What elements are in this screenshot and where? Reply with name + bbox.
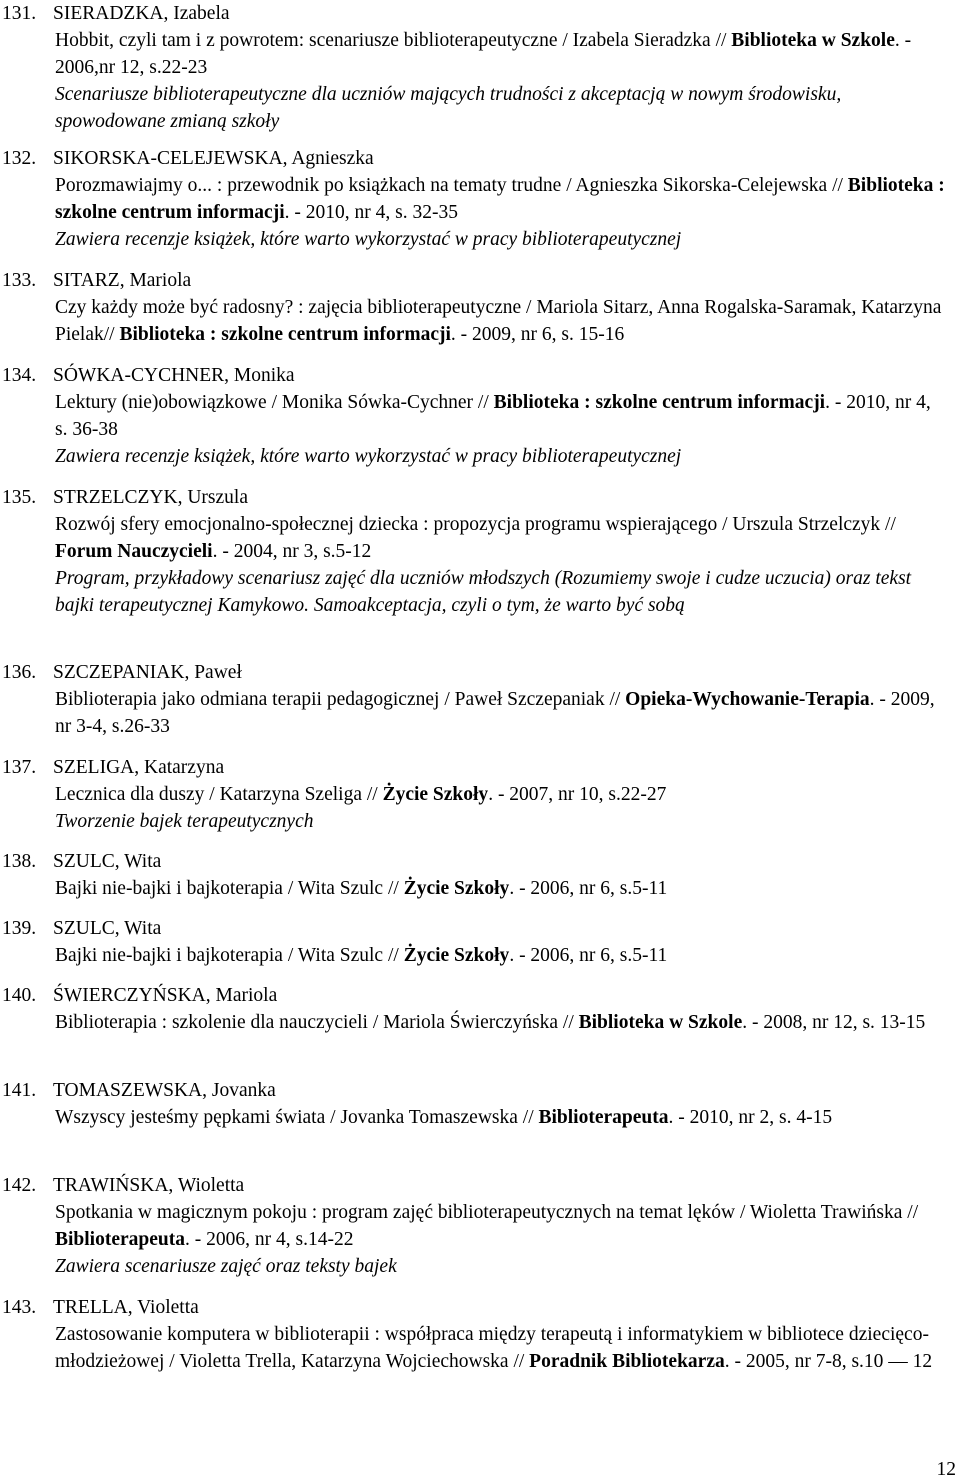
journal-title: Życie Szkoły xyxy=(403,945,510,966)
entry-citation xyxy=(55,389,948,443)
entry-number: 133. xyxy=(2,270,37,291)
entry-note: Program, przykładowy scenariusz zajęć dla uczniów młodszych (Rozumiemy swoje i cudze uczucia) oraz tekst bajki terapeutycznej Kamykowo. Samoakceptacja, czyli o tym, że warto być sobą xyxy=(55,568,912,616)
entry-citation xyxy=(55,942,948,969)
entry-citation xyxy=(55,686,948,740)
entry-note: Zawiera recenzje książek, które warto wykorzystać w pracy biblioterapeutycznej xyxy=(55,229,682,250)
bibliography-entry xyxy=(0,1077,960,1131)
bibliography-entry xyxy=(0,754,960,835)
citation-text: Porozmawiajmy o... : przewodnik po książkach na tematy trudne / Agnieszka Sikorska-Celejewska // xyxy=(55,175,848,196)
citation-text: . - 2005, nr 7-8, s.10 — 12 xyxy=(724,1351,933,1372)
entry-citation xyxy=(55,1009,948,1036)
journal-title: Życie Szkoły xyxy=(403,878,510,899)
journal-title: Biblioteka : szkolne centrum informacji xyxy=(493,392,826,413)
citation-text: Lecznica dla duszy / Katarzyna Szeliga // xyxy=(55,784,383,805)
citation-text: . - 2008, nr 12, s. 13-15 xyxy=(742,1012,926,1033)
entry-author: TRELLA, Violetta xyxy=(53,1297,199,1318)
entry-citation xyxy=(55,27,948,81)
entry-citation xyxy=(55,875,948,902)
entry-note: Tworzenie bajek terapeutycznych xyxy=(55,811,314,832)
journal-title: Biblioterapeuta xyxy=(55,1229,185,1250)
bibliography-entry xyxy=(0,267,960,348)
citation-text: Spotkania w magicznym pokoju : program zajęć biblioterapeutycznych na temat lęków / Wioletta Trawińska // xyxy=(55,1202,919,1223)
journal-title: Opieka-Wychowanie-Terapia xyxy=(625,689,870,710)
bibliography-entry xyxy=(0,982,960,1036)
entry-citation xyxy=(55,294,948,348)
journal-title: Biblioteka w Szkole xyxy=(578,1012,743,1033)
citation-text: Zastosowanie komputera w biblioterapii : współpraca między terapeutą i informatykiem w bibliotece dziecięco-młodzieżowej / Violetta Trella, Katarzyna Wojciechowska // xyxy=(55,1324,929,1372)
entry-author: ŚWIERCZYŃSKA, Mariola xyxy=(53,985,278,1006)
citation-text: . - 2010, nr 4, s. 32-35 xyxy=(284,202,458,223)
journal-title: Życie Szkoły xyxy=(382,784,489,805)
entry-author: SIKORSKA-CELEJEWSKA, Agnieszka xyxy=(53,148,374,169)
bibliography-entry xyxy=(0,145,960,253)
entry-citation xyxy=(55,1199,948,1253)
citation-text: . - 2006, nr 4, s.14-22 xyxy=(185,1229,354,1250)
entry-number: 132. xyxy=(2,148,37,169)
entry-author: SZULC, Wita xyxy=(53,851,162,872)
citation-text: . - 2006,nr 12, s.22-23 xyxy=(55,30,912,78)
page-number: 12 xyxy=(936,1459,956,1480)
entry-number: 136. xyxy=(2,662,37,683)
journal-title: Poradnik Bibliotekarza xyxy=(529,1351,725,1372)
entry-number: 137. xyxy=(2,757,37,778)
entry-number: 138. xyxy=(2,851,37,872)
citation-text: . - 2006, nr 6, s.5-11 xyxy=(509,878,668,899)
entry-author: STRZELCZYK, Urszula xyxy=(53,487,248,508)
entry-author: SITARZ, Mariola xyxy=(53,270,192,291)
entry-author: SZELIGA, Katarzyna xyxy=(53,757,225,778)
bibliography-entry xyxy=(0,1172,960,1280)
entry-number: 141. xyxy=(2,1080,37,1101)
bibliography-entry xyxy=(0,362,960,470)
entry-note: Zawiera scenariusze zajęć oraz teksty bajek xyxy=(55,1256,397,1277)
entry-number: 134. xyxy=(2,365,37,386)
journal-title: Forum Nauczycieli xyxy=(55,541,213,562)
entry-number: 143. xyxy=(2,1297,37,1318)
citation-text: Wszyscy jesteśmy pępkami świata / Jovanka Tomaszewska // xyxy=(55,1107,539,1128)
journal-title: Biblioterapeuta xyxy=(538,1107,669,1128)
entry-number: 142. xyxy=(2,1175,37,1196)
entry-number: 135. xyxy=(2,487,37,508)
entry-citation xyxy=(55,781,948,808)
entry-number: 139. xyxy=(2,918,37,939)
citation-text: . - 2010, nr 2, s. 4-15 xyxy=(668,1107,833,1128)
bibliography-entry xyxy=(0,659,960,740)
bibliography-entry xyxy=(0,484,960,619)
journal-title: Biblioteka : szkolne centrum informacji xyxy=(55,175,945,223)
citation-text: . - 2009, nr 6, s. 15-16 xyxy=(450,324,625,345)
citation-text: . - 2010, nr 4, s. 36-38 xyxy=(55,392,931,440)
citation-text: Bajki nie-bajki i bajkoterapia / Wita Szulc // xyxy=(55,878,404,899)
journal-title: Biblioteka : szkolne centrum informacji xyxy=(119,324,451,345)
entry-note: Zawiera recenzje książek, które warto wykorzystać w pracy biblioterapeutycznej xyxy=(55,446,682,467)
entry-number: 140. xyxy=(2,985,37,1006)
bibliography-entry xyxy=(0,1294,960,1375)
citation-text: Rozwój sfery emocjonalno-społecznej dziecka : propozycja programu wspierającego / Urszula Strzelczyk // xyxy=(55,514,896,535)
entry-number: 131. xyxy=(2,3,37,24)
citation-text: . - 2006, nr 6, s.5-11 xyxy=(509,945,668,966)
citation-text: Czy każdy może być radosny? : zajęcia biblioterapeutyczne / Mariola Sitarz, Anna Rogalska-Saramak, Katarzyna Pielak// xyxy=(55,297,942,345)
entry-citation xyxy=(55,1104,948,1131)
citation-text: . - 2004, nr 3, s.5-12 xyxy=(212,541,372,562)
entry-citation xyxy=(55,172,948,226)
entry-author: SZULC, Wita xyxy=(53,918,162,939)
bibliography-entry xyxy=(0,0,960,135)
citation-text: . - 2009, nr 3-4, s.26-33 xyxy=(55,689,935,737)
journal-title: Biblioteka w Szkole xyxy=(731,30,895,51)
citation-text: Bajki nie-bajki i bajkoterapia / Wita Szulc // xyxy=(55,945,404,966)
citation-text: Hobbit, czyli tam i z powrotem: scenariusze biblioterapeutyczne / Izabela Sieradzka // xyxy=(55,30,732,51)
bibliography-entry xyxy=(0,848,960,902)
citation-text: Biblioterapia jako odmiana terapii pedagogicznej / Paweł Szczepaniak // xyxy=(55,689,626,710)
entry-citation xyxy=(55,1321,948,1375)
entry-author: SZCZEPANIAK, Paweł xyxy=(53,662,242,683)
entry-note: Scenariusze biblioterapeutyczne dla uczniów mających trudności z akceptacją w nowym środowisku, spowodowane zmianą szkoły xyxy=(55,84,842,132)
entry-author: TOMASZEWSKA, Jovanka xyxy=(53,1080,276,1101)
entry-author: SIERADZKA, Izabela xyxy=(53,3,230,24)
bibliography-entry xyxy=(0,915,960,969)
entry-author: SÓWKA-CYCHNER, Monika xyxy=(53,365,295,386)
entry-author: TRAWIŃSKA, Wioletta xyxy=(53,1175,245,1196)
citation-text: Biblioterapia : szkolenie dla nauczycieli / Mariola Świerczyńska // xyxy=(55,1012,579,1033)
entry-citation xyxy=(55,511,948,565)
citation-text: Lektury (nie)obowiązkowe / Monika Sówka-Cychner // xyxy=(55,392,494,413)
citation-text: . - 2007, nr 10, s.22-27 xyxy=(488,784,667,805)
